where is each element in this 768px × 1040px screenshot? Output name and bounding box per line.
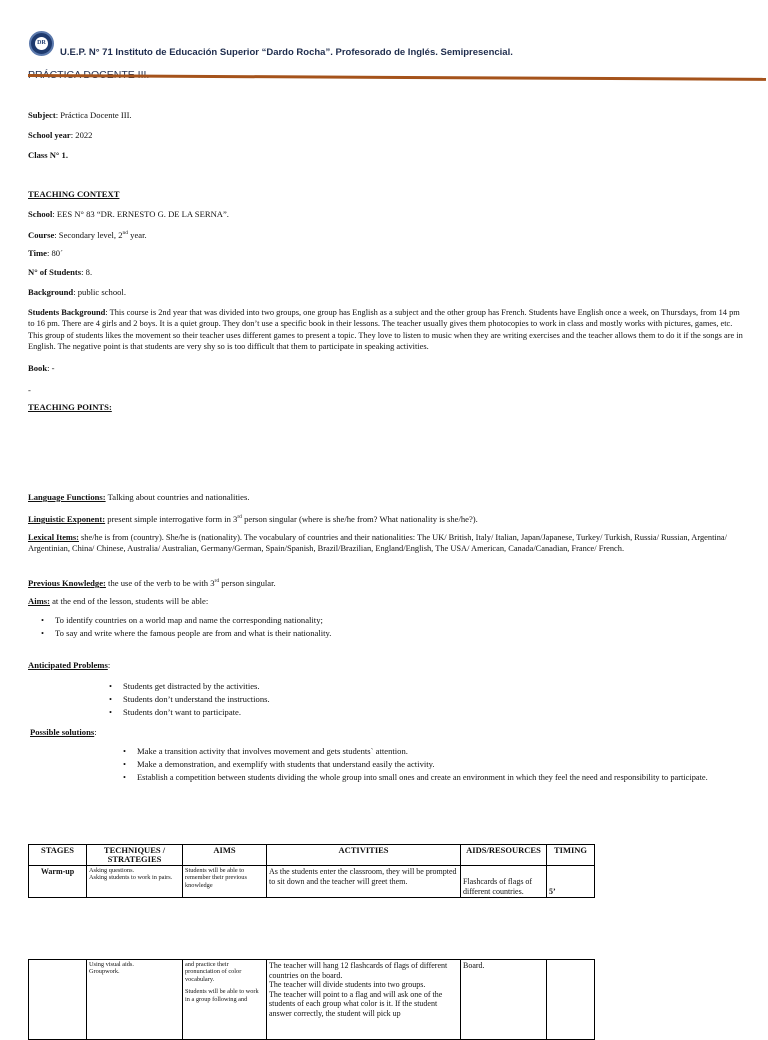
course-value: : Secondary level, 2 <box>54 229 123 240</box>
class-line <box>28 150 68 161</box>
teaching-points-heading <box>28 402 112 413</box>
problem-item: • Students don’t understand the instructions. <box>123 694 723 705</box>
time-value: : 80´ <box>46 248 63 258</box>
linguistic-exponent-line <box>28 512 478 525</box>
cell-activities: As the students enter the classroom, they will be prompted to sit down and the teacher will greet them. <box>267 866 461 898</box>
table-row <box>29 866 595 898</box>
table-header-row <box>29 845 595 866</box>
header-stages: STAGES <box>29 845 87 866</box>
aims-list <box>55 615 735 639</box>
header-techniques: TECHNIQUES / STRATEGIES <box>87 845 183 866</box>
linguistic-exponent-value: present simple interrogative form in 3 <box>105 513 238 524</box>
cell-aims: Students will be able to remember their previous knowledge <box>183 866 267 898</box>
course-line <box>28 228 147 241</box>
lexical-items-paragraph <box>28 532 740 555</box>
subject-line <box>28 110 132 121</box>
lesson-plan-table <box>28 844 595 898</box>
institution-header: U.E.P. N° 71 Instituto de Educación Superior “Dardo Rocha”. Profesorado de Inglés. Semipresencial. <box>60 47 513 58</box>
cell-timing: 5’ <box>547 866 595 898</box>
solution-item: • Establish a competition between students dividing the whole group into small ones and create an environment in which they feel the need and responsibility to participate. <box>137 772 727 783</box>
possible-solutions-title: Possible solutions <box>30 727 95 737</box>
cell-timing <box>547 960 595 1040</box>
time-label: Time <box>28 248 47 258</box>
header-activities: ACTIVITIES <box>267 845 461 866</box>
school-year-label: School year <box>28 130 71 140</box>
lexical-items-value: she/he is from (country). She/he is (nationality). The vocabulary of countries and their nationalities: The UK/ British, Italy/ Italian, Japan/Japanese, Turkey/ Turkish, Russia/ Russian, Argentina/ Argentinian, China/ Chinese, Australia/ Australian, Germany/German, Spain/Spanish, Brazil/Brazilian, England/English, The USA/ American, Canada/Canadian, France/ French. <box>28 533 727 554</box>
school-label: School <box>28 209 53 219</box>
subject-value: : Práctica Docente III. <box>55 110 132 120</box>
logo-text: DR <box>35 37 48 50</box>
problem-item: • Students don’t want to participate. <box>123 707 723 718</box>
header-timing: TIMING <box>547 845 595 866</box>
cell-resources: Board. <box>461 960 547 1040</box>
linguistic-exponent-label: Linguistic Exponent: <box>28 513 106 524</box>
possible-solutions-colon: : <box>94 727 97 737</box>
background-line <box>28 287 126 298</box>
anticipated-problems-title: Anticipated Problems <box>28 660 108 670</box>
stray-dash: - <box>28 385 31 395</box>
school-year-line <box>28 130 92 141</box>
cell-stage <box>29 960 87 1040</box>
solution-item: • Make a demonstration, and exemplify with students that understand easily the activity. <box>137 759 727 770</box>
possible-solutions-heading <box>30 727 97 738</box>
cell-techniques: Asking questions. Asking students to work in pairs. <box>87 866 183 898</box>
previous-knowledge-tail: person singular. <box>219 577 276 588</box>
school-logo <box>29 31 54 56</box>
lesson-plan-table-continued <box>28 959 595 1040</box>
aims-value: at the end of the lesson, students will be able: <box>49 596 209 606</box>
school-line <box>28 209 229 220</box>
school-year-value: : 2022 <box>70 130 93 140</box>
cell-aims <box>183 960 267 1040</box>
teaching-context-heading <box>28 189 119 200</box>
anticipated-problems-list <box>123 681 723 718</box>
students-label: N° of Students <box>28 267 82 277</box>
cell-resources: Flashcards of flags of different countries. <box>461 866 547 898</box>
school-value: : EES N° 83 “DR. ERNESTO G. DE LA SERNA”. <box>52 209 229 219</box>
background-value: : public school. <box>73 287 126 297</box>
aims-label: Aims: <box>28 596 50 606</box>
students-background-paragraph <box>28 307 744 352</box>
lexical-items-label: Lexical Items: <box>28 533 79 542</box>
course-tail: year. <box>128 229 147 240</box>
cell-activities: The teacher will hang 12 flashcards of flags of different countries on the board. The teacher will divide students into two groups. The teacher will point to a flag and will ask one of the students of each group what color is it. If the student answer correctly, the student will pick up <box>267 960 461 1040</box>
header-resources: AIDS/RESOURCES <box>461 845 547 866</box>
students-line <box>28 267 92 278</box>
problem-item: • Students get distracted by the activities. <box>123 681 723 692</box>
background-label: Background <box>28 287 74 297</box>
linguistic-exponent-sup: rd <box>237 514 242 520</box>
previous-knowledge-value: the use of the verb to be with 3 <box>105 577 215 588</box>
solution-item: • Make a transition activity that involves movement and gets students` attention. <box>137 746 727 757</box>
cell-stage: Warm-up <box>29 866 87 898</box>
anticipated-problems-colon: : <box>107 660 111 670</box>
previous-knowledge-sup: rd <box>214 578 220 584</box>
aims-item: • To say and write where the famous people are from and what is their nationality. <box>55 628 735 639</box>
book-line <box>28 363 55 374</box>
book-label: Book <box>28 363 48 373</box>
time-line <box>28 248 63 259</box>
language-functions-line <box>28 492 249 503</box>
students-value: : 8. <box>81 267 93 277</box>
header-aims: AIMS <box>183 845 267 866</box>
cell-techniques: Using visual aids. Groupwork. <box>87 960 183 1040</box>
table-row <box>29 960 595 1040</box>
language-functions-value: Talking about countries and nationalities. <box>105 492 250 502</box>
cell-aims-part-a: and practice their pronunciation of color vocabulary. <box>185 961 242 983</box>
possible-solutions-list <box>137 746 727 783</box>
course-sup: nd <box>122 230 129 236</box>
students-background-value: : This course is 2nd year that was divided into two groups, one group has English as a subject and the other group has French. Students have English once a week, on Thursdays, from 14 pm to 16 pm. There are 4 girls and 2 boys. It is a quiet group. They don’t use a specific book in their lessons. The teacher usually gives them photocopies to work in class and mostly works with pictures, games, etc. This group of students likes the movement so their teacher uses different games to present a topic. They love to listen to music when they are writing exercises and the teacher allows them to do it if the songs are in English. The negative point is that students are very shy so is too difficult that them to participate in speaking activities. <box>28 308 743 351</box>
previous-knowledge-line <box>28 576 276 589</box>
teaching-points-title: TEACHING POINTS: <box>28 402 112 412</box>
language-functions-label: Language Functions: <box>28 492 106 502</box>
cell-aims-part-b: Students will be able to work in a group following and <box>185 988 259 1003</box>
students-background-label: Students Background <box>28 308 106 317</box>
linguistic-exponent-tail: person singular (where is she/he from? What nationality is she/he?). <box>241 513 478 524</box>
book-value: : - <box>47 363 55 373</box>
teaching-context-title: TEACHING CONTEXT <box>28 189 120 199</box>
aims-item: • To identify countries on a world map and name the corresponding nationality; <box>55 615 735 626</box>
course-label: Course <box>28 229 55 240</box>
previous-knowledge-label: Previous Knowledge: <box>28 577 106 588</box>
anticipated-problems-heading <box>28 660 110 671</box>
class-label: Class N° 1. <box>28 150 68 160</box>
aims-line <box>28 596 208 607</box>
subject-label: Subject <box>28 110 56 120</box>
